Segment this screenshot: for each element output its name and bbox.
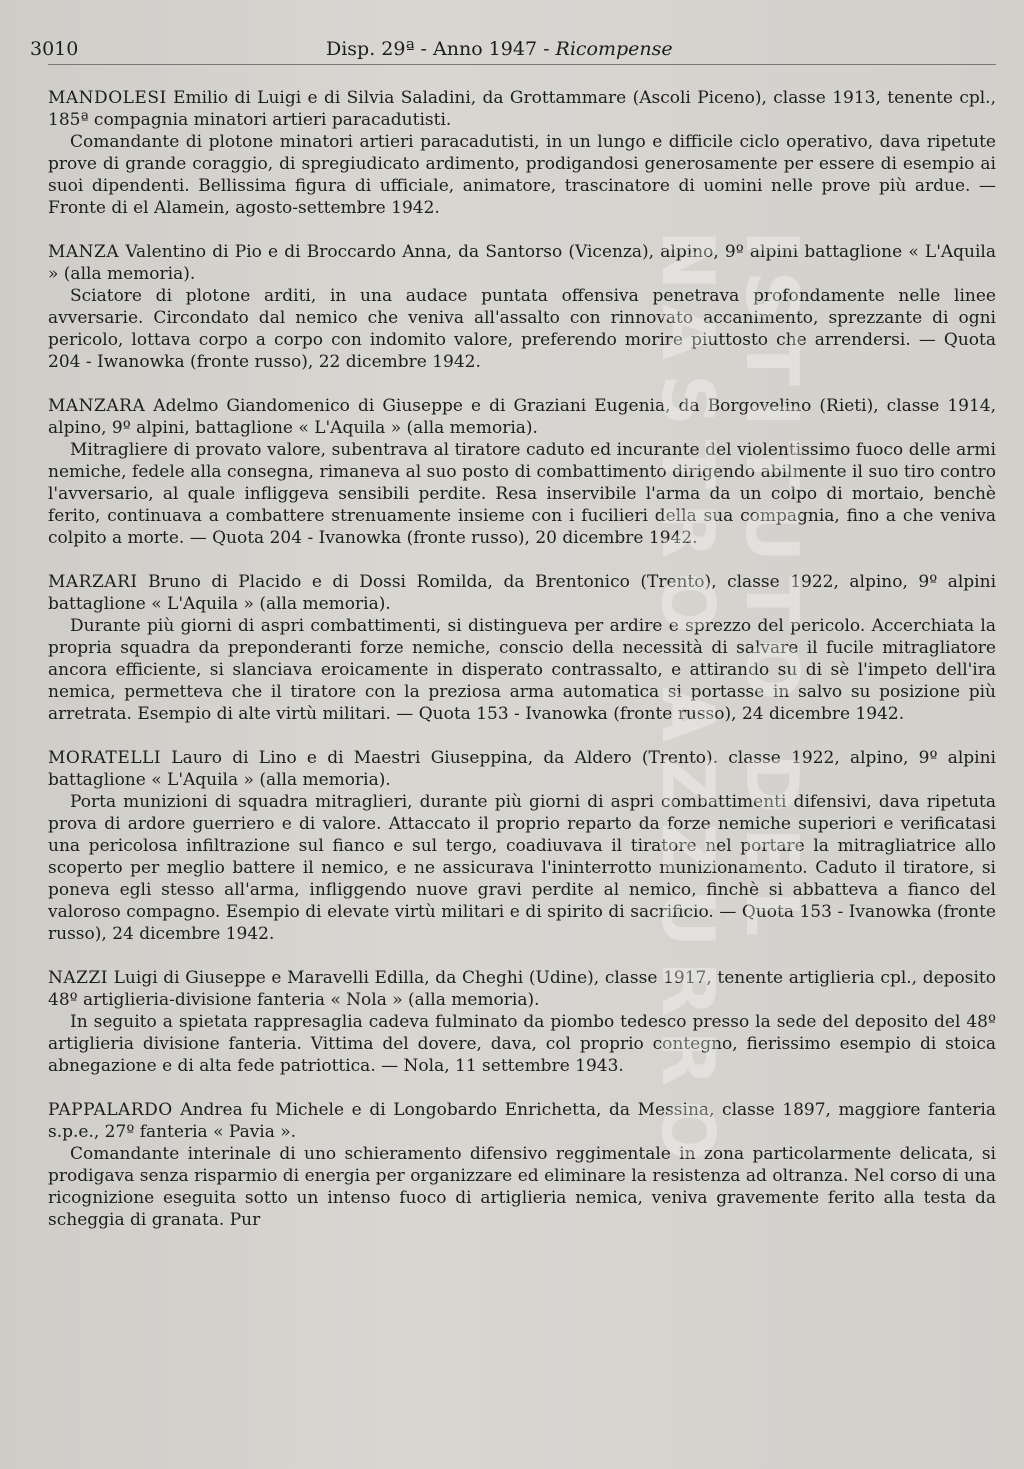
page-number: 3010 bbox=[30, 38, 79, 60]
award-entry bbox=[48, 241, 996, 373]
award-motivation: Sciatore di plotone arditi, in una audace puntata offensiva penetrava profondamente nelle linee avversarie. Circondato dal nemico che veniva all'assalto con rinnovato accanimento, sprezzante di ogni pericolo, lottava corpo a corpo con indomito valore, preferendo morire piuttosto che arrendersi. — Quota 204 - Iwanowka (fronte russo), 22 dicembre 1942. bbox=[48, 286, 996, 372]
award-entry bbox=[48, 967, 996, 1077]
recipient-details: Lauro di Lino e di Maestri Giuseppina, da Aldero (Trento). classe 1922, alpino, 9º alpini battaglione « L'Aquila » (alla memoria). bbox=[48, 748, 996, 790]
award-entry bbox=[48, 87, 996, 219]
award-entry bbox=[48, 395, 996, 549]
recipient-details: Valentino di Pio e di Broccardo Anna, da Santorso (Vicenza), alpino, 9º alpini battaglione « L'Aquila » (alla memoria). bbox=[48, 242, 997, 284]
recipient-name: NAZZI bbox=[48, 968, 108, 988]
recipient-details: Bruno di Placido e di Dossi Romilda, da Brentonico (Trento), classe 1922, alpino, 9º alpini battaglione « L'Aquila » (alla memoria). bbox=[48, 572, 997, 614]
award-motivation: Comandante interinale di uno schieramento difensivo reggimentale in zona particolarmente delicata, si prodigava senza risparmio di energia per organizzare ed eliminare la resistenza ad oltranza. Nel corso di una ricognizione eseguita sotto un intenso fuoco di artiglieria nemica, veniva gravemente ferito alla testa da scheggia di granata. Pur bbox=[48, 1144, 996, 1230]
watermark bbox=[646, 230, 814, 1330]
recipient-name: MANZA bbox=[48, 242, 120, 262]
recipient-details: Emilio di Luigi e di Silvia Saladini, da Grottammare (Ascoli Piceno), classe 1913, tenente cpl., 185ª compagnia minatori artieri paracadutisti. bbox=[48, 88, 996, 130]
page-header bbox=[30, 34, 996, 65]
award-motivation: In seguito a spietata rappresaglia cadeva fulminato da piombo tedesco presso la sede del deposito del 48º artiglieria divisione fanteria. Vittima del dovere, dava, col proprio contegno, fierissimo esempio di stoica abnegazione e di alta fede patriottica. — Nola, 11 settembre 1943. bbox=[48, 1012, 996, 1076]
watermark-text: ISTITUTO DEL NASTRO AZZURRO bbox=[646, 230, 814, 1176]
header-title: Disp. 29ª - Anno 1947 - Ricompense bbox=[326, 38, 673, 60]
recipient-name: MORATELLI bbox=[48, 748, 162, 768]
recipient-name: MARZARI bbox=[48, 572, 138, 592]
award-motivation: Comandante di plotone minatori artieri paracadutisti, in un lungo e difficile ciclo operativo, dava ripetute prove di grande coraggio, di spregiudicato ardimento, prodigandosi generosamente per essere di esempio ai suoi dipendenti. Bellissima figura di ufficiale, animatore, trascinatore di uomini nelle prove più ardue. — Fronte di el Alamein, agosto-settembre 1942. bbox=[48, 132, 996, 218]
award-motivation: Porta munizioni di squadra mitraglieri, durante più giorni di aspri combattimenti difensivi, dava ripetuta prova di ardore guerriero e di valore. Attaccato il proprio reparto da forze nemiche superiori e verificatasi una pericolosa infiltrazione sul fianco e sul tergo, coadiuvava il tiratore nel portare la mitragliatrice allo scoperto per meglio battere il nemico, e ne assicurava l'ininterrotto munizionamento. Caduto il tiratore, si poneva egli stesso all'arma, infliggendo nuove gravi perdite al nemico, finchè si abbatteva a fianco del valoroso compagno. Esempio di elevate virtù militari e di spirito di sacrificio. — Quota 153 - Ivanowka (fronte russo), 24 dicembre 1942. bbox=[48, 792, 996, 944]
recipient-details: Andrea fu Michele e di Longobardo Enrichetta, da Messina, classe 1897, maggiore fanteria s.p.e., 27º fanteria « Pavia ». bbox=[48, 1100, 996, 1142]
award-list bbox=[48, 87, 996, 1231]
recipient-details: Luigi di Giuseppe e Maravelli Edilla, da Cheghi (Udine), classe 1917, tenente artiglieria cpl., deposito 48º artiglieria-divisione fanteria « Nola » (alla memoria). bbox=[48, 968, 996, 1010]
award-entry bbox=[48, 571, 996, 725]
award-motivation: Mitragliere di provato valore, subentrava al tiratore caduto ed incurante del violentissimo fuoco delle armi nemiche, fedele alla consegna, rimaneva al suo posto di combattimento dirigendo abilmente il suo tiro contro l'avversario, al quale infliggeva sensibili perdite. Resa inservibile l'arma da un colpo di mortaio, benchè ferito, continuava a combattere strenuamente insieme con i fucilieri della sua compagnia, fino a che veniva colpito a morte. — Quota 204 - Ivanowka (fronte russo), 20 dicembre 1942. bbox=[48, 440, 996, 548]
recipient-details: Adelmo Giandomenico di Giuseppe e di Graziani Eugenia, da Borgovelino (Rieti), classe 1914, alpino, 9º alpini, battaglione « L'Aquila » (alla memoria). bbox=[48, 396, 996, 438]
recipient-name: PAPPALARDO bbox=[48, 1100, 173, 1120]
award-entry bbox=[48, 747, 996, 945]
header-section: Ricompense bbox=[555, 38, 673, 60]
recipient-name: MANZARA bbox=[48, 396, 146, 416]
award-motivation: Durante più giorni di aspri combattimenti, si distingueva per ardire e sprezzo del pericolo. Accerchiata la propria squadra da preponderanti forze nemiche, conscio della necessità di salvare il fucile mitragliatore ancora efficiente, si slanciava eroicamente in disperato contrassalto, e attirando su di sè l'impeto dell'ira nemica, permetteva che il tiratore con la preziosa arma automatica si portasse in salvo su posizione più arretrata. Esempio di alte virtù militari. — Quota 153 - Ivanowka (fronte russo), 24 dicembre 1942. bbox=[48, 616, 996, 724]
award-entry bbox=[48, 1099, 996, 1231]
recipient-name: MANDOLESI bbox=[48, 88, 167, 108]
